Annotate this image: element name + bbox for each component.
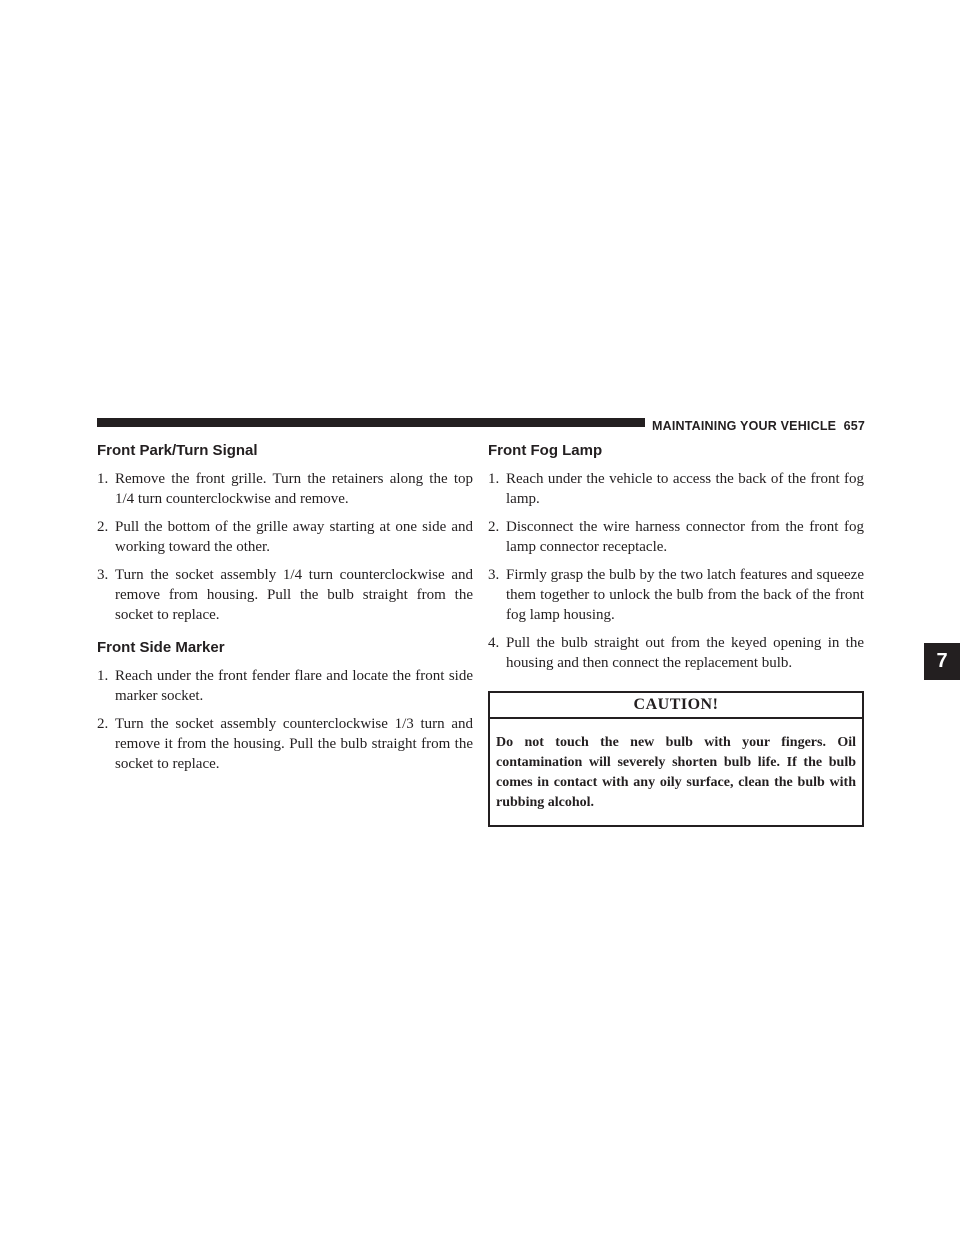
caution-box	[488, 691, 864, 827]
header-rule	[97, 418, 645, 427]
left-column	[97, 442, 473, 782]
step-number: 2.	[97, 519, 109, 535]
steps-front-side-marker	[97, 666, 473, 774]
step-text: Disconnect the wire harness connector from the front fog lamp connector receptacle.	[506, 519, 864, 555]
list-item	[97, 666, 473, 706]
step-text: Pull the bottom of the grille away starting at one side and working toward the other.	[115, 519, 473, 555]
step-number: 2.	[97, 716, 109, 732]
section-title: MAINTAINING YOUR VEHICLE	[652, 419, 837, 433]
step-number: 1.	[97, 471, 109, 487]
list-item	[97, 469, 473, 509]
step-text: Pull the bulb straight out from the keyed opening in the housing and then connect the replacement bulb.	[506, 635, 864, 671]
steps-front-fog-lamp	[488, 469, 864, 673]
list-item	[488, 469, 864, 509]
step-number: 2.	[488, 519, 500, 535]
step-text: Turn the socket assembly 1/4 turn counterclockwise and remove from housing. Pull the bulb straight from the socket to replace.	[115, 567, 473, 623]
step-number: 4.	[488, 635, 500, 651]
step-text: Reach under the vehicle to access the back of the front fog lamp.	[506, 471, 864, 507]
step-text: Turn the socket assembly counterclockwise 1/3 turn and remove it from the housing. Pull the bulb straight from the socket to replace.	[115, 716, 473, 772]
step-number: 1.	[488, 471, 500, 487]
caution-title: CAUTION!	[490, 693, 862, 719]
right-column	[488, 442, 864, 827]
step-text: Firmly grasp the bulb by the two latch features and squeeze them together to unlock the bulb from the back of the front fog lamp housing.	[506, 567, 864, 623]
list-item	[97, 714, 473, 774]
running-header	[652, 419, 864, 433]
heading-front-side-marker: Front Side Marker	[97, 639, 225, 656]
list-item	[488, 517, 864, 557]
step-number: 3.	[97, 567, 109, 583]
list-item	[488, 565, 864, 625]
list-item	[488, 633, 864, 673]
steps-front-park-turn-signal	[97, 469, 473, 625]
heading-front-park-turn-signal: Front Park/Turn Signal	[97, 442, 258, 459]
caution-body: Do not touch the new bulb with your fingers. Oil contamination will severely shorten bulb life. If the bulb comes in contact with any oily surface, clean the bulb with rubbing alcohol.	[496, 735, 856, 810]
list-item	[97, 565, 473, 625]
step-number: 3.	[488, 567, 500, 583]
step-text: Reach under the front fender flare and locate the front side marker socket.	[115, 668, 473, 704]
heading-front-fog-lamp: Front Fog Lamp	[488, 442, 603, 459]
step-number: 1.	[97, 668, 109, 684]
page-number: 657	[843, 419, 866, 433]
chapter-tab: 7	[924, 643, 960, 680]
step-text: Remove the front grille. Turn the retainers along the top 1/4 turn counterclockwise and remove.	[115, 471, 473, 507]
list-item	[97, 517, 473, 557]
